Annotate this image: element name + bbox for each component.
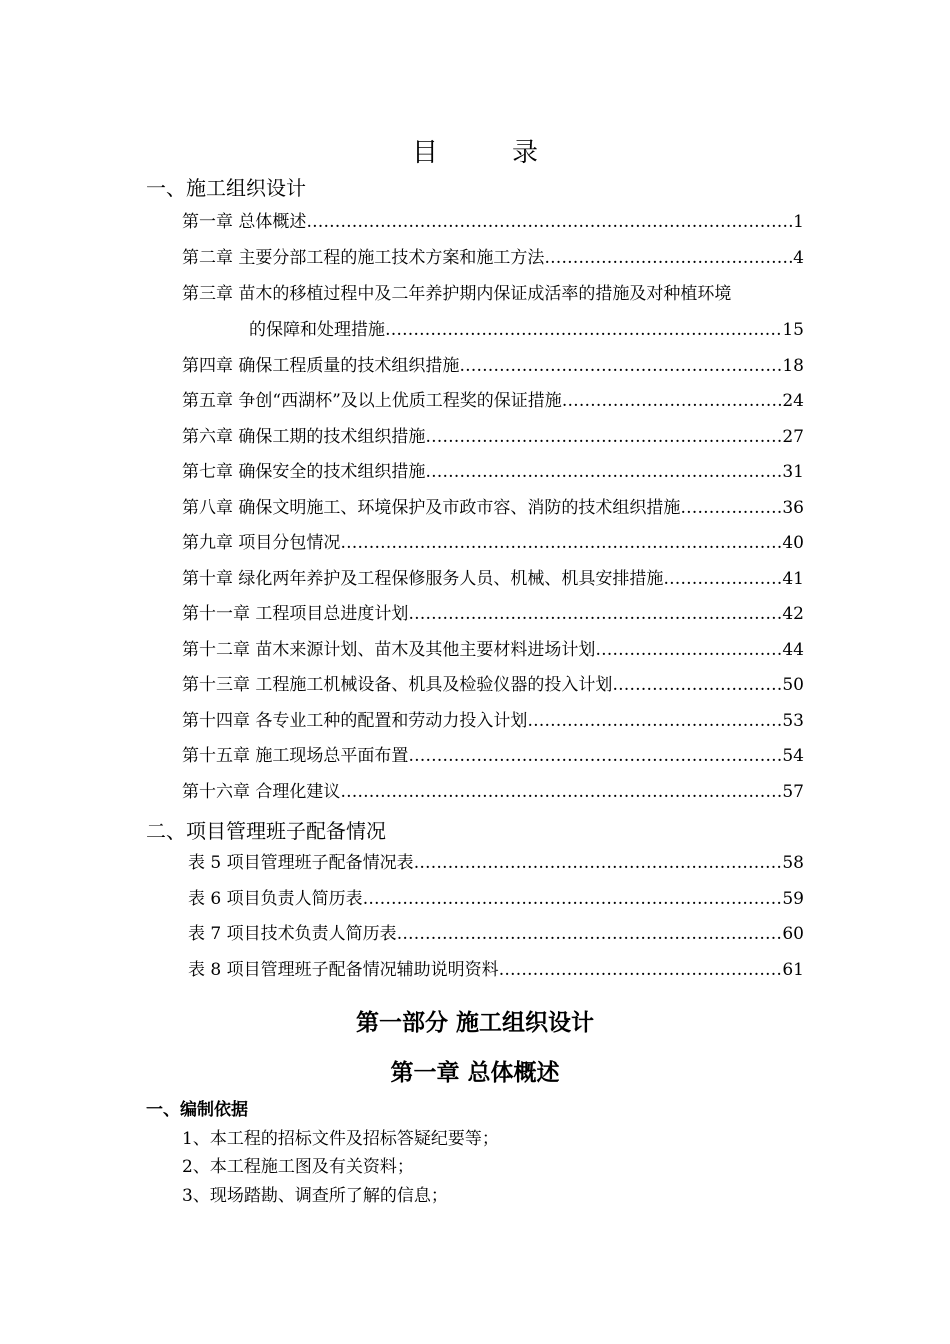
toc-entry-ch15[interactable] [182,744,804,768]
toc-leader-dots [680,496,782,520]
toc-entry-label: 第六章 确保工期的技术组织措施 [182,427,426,447]
toc-entry-label: 第八章 确保文明施工、环境保护及市政市容、消防的技术组织措施 [182,498,681,518]
toc-entry-ch9[interactable] [182,531,804,555]
toc-entry-ch7[interactable] [182,460,804,484]
toc-entry-label: 第十四章 各专业工种的配置和劳动力投入计划 [182,711,528,731]
toc-entry-label: 第五章 争创“西湖杯”及以上优质工程奖的保证措施 [182,391,562,411]
toc-page-number: 27 [782,427,804,447]
toc-entry-label: 第十章 绿化两年养护及工程保修服务人员、机械、机具安排措施 [182,569,664,589]
toc-entry-ch13[interactable] [182,673,804,697]
toc-leader-dots [663,567,782,591]
list-item: 2、本工程施工图及有关资料； [182,1157,414,1177]
toc-entry-label: 的保障和处理措施 [249,320,385,340]
toc-page-number: 31 [782,462,804,482]
toc-title: 目 录 [411,138,562,168]
toc-entry-table7[interactable] [188,922,804,946]
toc-leader-dots [340,780,782,804]
toc-entry-ch8[interactable] [182,496,804,520]
chapter-title: 第一章 总体概述 [390,1059,560,1086]
toc-entry-label: 第二章 主要分部工程的施工技术方案和施工方法 [182,248,545,268]
toc-leader-dots [612,673,782,697]
toc-entry-table6[interactable] [188,887,804,911]
toc-page-number: 18 [782,356,804,376]
toc-page-number: 53 [782,711,804,731]
toc-entry-label: 第一章 总体概述 [182,212,307,232]
toc-leader-dots [527,709,782,733]
toc-entry-table8[interactable] [188,958,804,982]
toc-page-number: 44 [782,640,804,660]
toc-entry-ch1[interactable] [182,210,804,234]
toc-page-number: 1 [793,212,804,232]
toc-entry-ch6[interactable] [182,425,804,449]
toc-entry-ch16[interactable] [182,780,804,804]
toc-leader-dots [414,851,783,875]
toc-page-number: 57 [782,782,804,802]
toc-entry-label: 表 7 项目技术负责人简历表 [188,924,397,944]
toc-leader-dots [340,531,782,555]
toc-entry-label: 表 5 项目管理班子配备情况表 [188,853,414,873]
list-item: 1、本工程的招标文件及招标答疑纪要等； [182,1129,499,1149]
toc-entry-ch2[interactable] [182,246,804,270]
toc-entry-ch11[interactable] [182,602,804,626]
toc-page-number: 36 [782,498,804,518]
toc-entry-table5[interactable] [188,851,804,875]
toc-page-number: 24 [782,391,804,411]
toc-entry-label: 表 8 项目管理班子配备情况辅助说明资料 [188,960,499,980]
toc-leader-dots [425,460,782,484]
toc-leader-dots [595,638,782,662]
toc-section-2: 二、项目管理班子配备情况 [146,819,386,843]
toc-entry-label: 第十一章 工程项目总进度计划 [182,604,409,624]
toc-page-number: 59 [782,889,804,909]
toc-entry-label: 第十六章 合理化建议 [182,782,341,802]
toc-page-number: 4 [793,248,804,268]
list-item: 3、现场踏勘、调查所了解的信息； [182,1186,448,1206]
toc-entry-label: 第十五章 施工现场总平面布置 [182,746,409,766]
toc-leader-dots [363,887,783,911]
toc-page-number: 54 [782,746,804,766]
toc-page-number: 60 [782,924,804,944]
toc-leader-dots [408,744,782,768]
subsection-heading: 一、编制依据 [146,1100,248,1120]
toc-leader-dots [397,922,783,946]
toc-leader-dots [408,602,782,626]
toc-page-number: 15 [782,320,804,340]
toc-page-number: 40 [782,533,804,553]
toc-page-number: 50 [782,675,804,695]
toc-entry-label: 第四章 确保工程质量的技术组织措施 [182,356,460,376]
toc-entry-ch10[interactable] [182,567,804,591]
toc-entry-label: 表 6 项目负责人简历表 [188,889,363,909]
toc-leader-dots [425,425,782,449]
toc-entry-label: 第九章 项目分包情况 [182,533,341,553]
toc-entry-ch3[interactable] [249,318,804,342]
toc-page-number: 41 [782,569,804,589]
toc-entry-label: 第十三章 工程施工机械设备、机具及检验仪器的投入计划 [182,675,613,695]
toc-entry-ch5[interactable] [182,389,804,413]
toc-page-number: 42 [782,604,804,624]
toc-entry-ch3-line1[interactable]: 第三章 苗木的移植过程中及二年养护期内保证成活率的措施及对种植环境 [182,284,732,304]
toc-entry-label: 第七章 确保安全的技术组织措施 [182,462,426,482]
toc-leader-dots [562,389,783,413]
toc-leader-dots [306,210,793,234]
toc-entry-ch12[interactable] [182,638,804,662]
toc-leader-dots [385,318,782,342]
toc-page-number: 58 [782,853,804,873]
toc-section-1: 一、施工组织设计 [146,176,306,200]
toc-leader-dots [459,354,782,378]
part-title: 第一部分 施工组织设计 [355,1009,594,1036]
toc-entry-label: 第十二章 苗木来源计划、苗木及其他主要材料进场计划 [182,640,596,660]
toc-entry-ch4[interactable] [182,354,804,378]
toc-leader-dots [544,246,793,270]
toc-leader-dots [499,958,783,982]
toc-page-number: 61 [782,960,804,980]
toc-entry-ch14[interactable] [182,709,804,733]
